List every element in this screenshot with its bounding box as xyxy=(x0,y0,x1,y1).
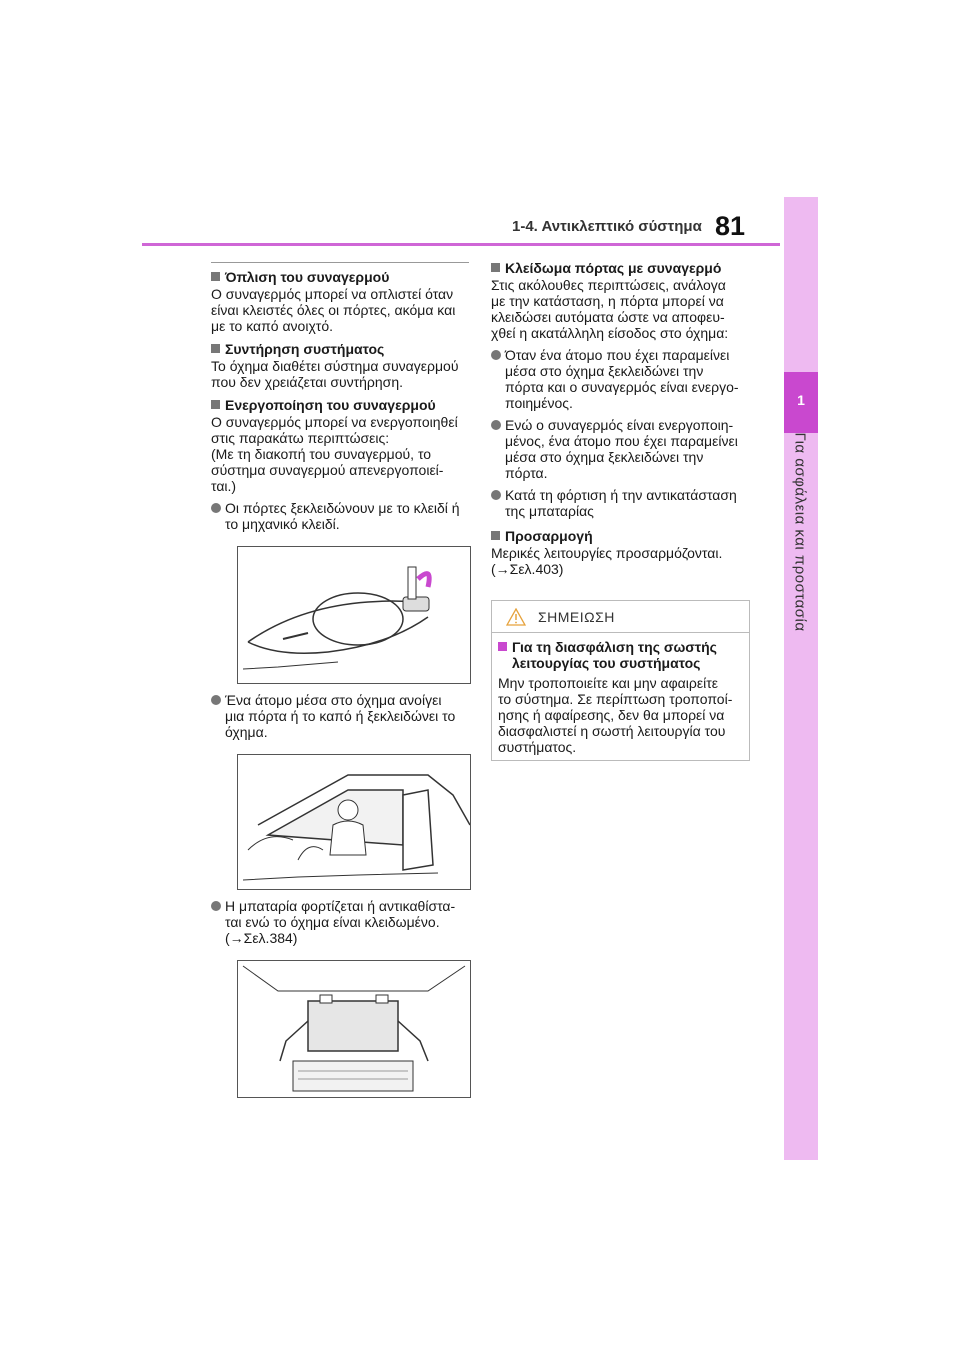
chapter-side-tab xyxy=(784,197,818,1160)
list-item: Όταν ένα άτομο που έχει παραμείνει μέσα στο όχημα ξεκλειδώνει την πόρτα και ο συναγερμός είναι ενεργο- ποιημένος. xyxy=(491,347,749,411)
square-bullet-icon xyxy=(491,263,500,272)
section-text: Μερικές λειτουργίες προσαρμόζονται. (→Σελ.403) xyxy=(491,545,723,577)
section-title: 1-4. Αντικλεπτικό σύστημα xyxy=(512,218,702,235)
chapter-number: 1 xyxy=(797,392,805,408)
section-text: Ο συναγερμός μπορεί να οπλιστεί όταν είναι κλειστές όλες οι πόρτες, ακόμα και με το καπό ανοιχτό. xyxy=(211,286,456,334)
left-column xyxy=(211,262,469,1106)
note-heading: Για τη διασφάλιση της σωστής λειτουργίας του συστήματος xyxy=(498,639,743,671)
chapter-title: Για ασφάλεια και προστασία xyxy=(791,432,809,632)
door-handle-key-illustration xyxy=(237,546,471,684)
bullet-dot-icon xyxy=(491,420,501,430)
bullet-dot-icon xyxy=(211,503,221,513)
person-opening-door-icon xyxy=(238,755,470,889)
note-body xyxy=(492,633,749,764)
list-item: Κατά τη φόρτιση ή την αντικατάσταση της μπαταρίας xyxy=(491,487,749,519)
bullet-dot-icon xyxy=(211,695,221,705)
section-text: Το όχημα διαθέτει σύστημα συναγερμού που δεν χρειάζεται συντήρηση. xyxy=(211,358,459,390)
bullet-dot-icon xyxy=(491,490,501,500)
list-item: Οι πόρτες ξεκλειδώνουν με το κλειδί ή το μηχανικό κλειδί. xyxy=(211,500,469,532)
warning-triangle-icon xyxy=(506,608,526,626)
bullet-dot-icon xyxy=(211,901,221,911)
note-box xyxy=(491,600,750,761)
door-handle-key-icon xyxy=(238,547,470,683)
section-heading: Όπλιση του συναγερμού xyxy=(211,269,469,285)
list-item: Η μπαταρία φορτίζεται ή αντικαθίστα- ται ενώ το όχημα είναι κλειδωμένο. (→Σελ.384) xyxy=(211,898,469,946)
battery-hands-icon xyxy=(238,961,470,1097)
battery-replacement-illustration xyxy=(237,960,471,1098)
section-heading: Κλείδωμα πόρτας με συναγερμό xyxy=(491,260,749,276)
square-bullet-icon xyxy=(211,400,220,409)
note-header xyxy=(492,601,749,633)
note-text: Μην τροποποιείτε και μην αφαιρείτε το σύστημα. Σε περίπτωση τροποποί- ησης ή αφαίρεσης, δεν θα μπορεί να διασφαλιστεί η σωστή λειτουργία του συστήματος. xyxy=(498,675,733,755)
bullet-dot-icon xyxy=(491,350,501,360)
person-in-car-illustration xyxy=(237,754,471,890)
square-bullet-icon xyxy=(491,531,500,540)
section-heading: Ενεργοποίηση του συναγερμού xyxy=(211,397,469,413)
square-bullet-icon xyxy=(498,642,507,651)
section-heading: Συντήρηση συστήματος xyxy=(211,341,469,357)
page-number: 81 xyxy=(715,211,746,241)
header-rule xyxy=(142,243,780,246)
square-bullet-icon xyxy=(211,272,220,281)
list-item: Ενώ ο συναγερμός είναι ενεργοποιη- μένος, ένα άτομο που έχει παραμείνει μέσα στο όχημα ξεκλειδώνει την πόρτα. xyxy=(491,417,749,481)
section-text: Ο συναγερμός μπορεί να ενεργοποιηθεί στις παρακάτω περιπτώσεις: (Με τη διακοπή του συναγερμού, το σύστημα συναγερμού απενεργοποιεί- ται.) xyxy=(211,414,458,494)
right-column xyxy=(491,258,749,580)
section-text: Στις ακόλουθες περιπτώσεις, ανάλογα με την κατάσταση, η πόρτα μπορεί να κλειδώσει αυτόματα ώστε να αποφευ- χθεί η ακατάλληλη είσοδος στο όχημα: xyxy=(491,277,729,341)
list-item: Ένα άτομο μέσα στο όχημα ανοίγει μια πόρτα ή το καπό ή ξεκλειδώνει το όχημα. xyxy=(211,692,469,740)
note-title: ΣΗΜΕΙΩΣΗ xyxy=(538,608,615,625)
section-heading: Προσαρμογή xyxy=(491,528,749,544)
square-bullet-icon xyxy=(211,344,220,353)
